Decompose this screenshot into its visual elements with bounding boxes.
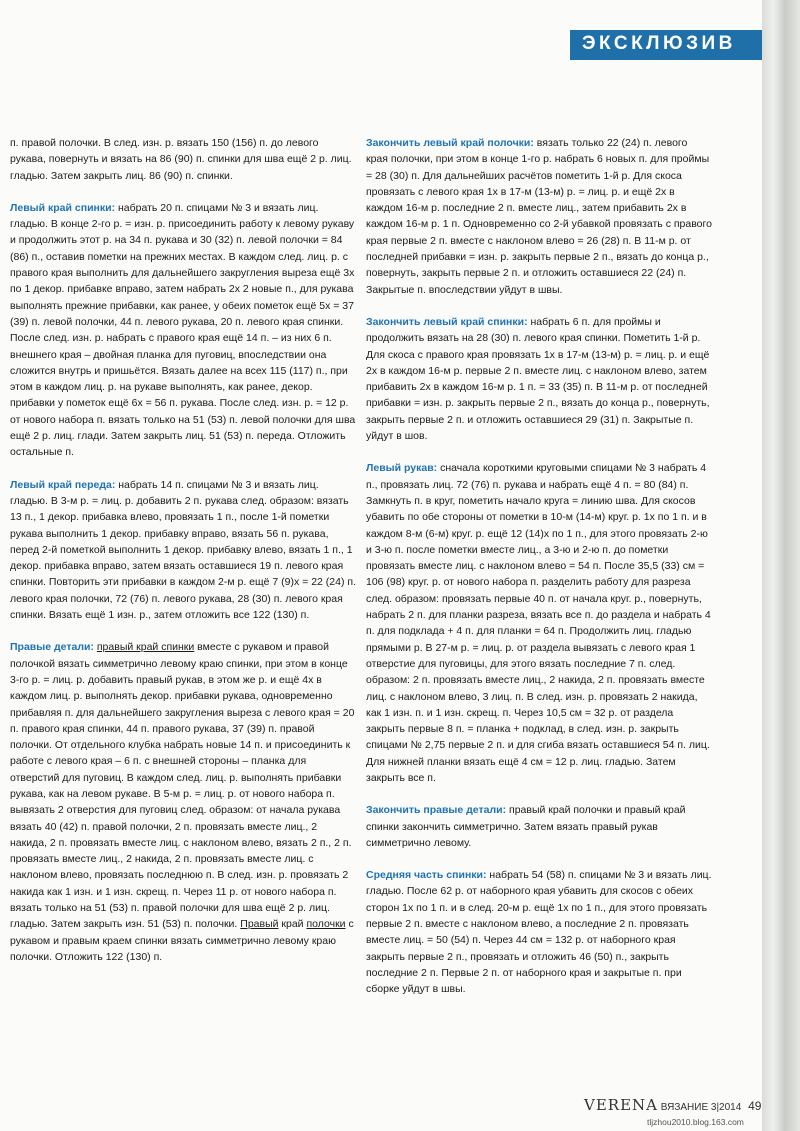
left-column xyxy=(10,135,356,981)
section-heading: Закончить левый край полочки: xyxy=(366,137,534,149)
page-footer xyxy=(584,1096,761,1114)
section-heading: Средняя часть спинки: xyxy=(366,869,487,882)
section-heading: Правые детали: xyxy=(10,641,94,654)
paragraph-finish-left-back: Закончить левый край спинки: набрать 6 п. для проймы и продолжить вязать на 28 (30) п. левого края спинки. Пометить 1-й р. Для скоса с правого края провязать 1х в 17-м (13-м) р. = лиц. р. и ещё 2х в каждом 16-м р. первые 2 п. вместе лиц. с наклоном влево, затем прибавить 2х в каждом 16-м р. 1 п. = 33 (35) п. В 11-м р. от последней прибавки = изн. р. закрыть первые 2 п., вязать до конца р., повернуть, закрыть первые 2 п. и отложить оставшиеся 29 (31) п. Закрытые п. уйдут в шов. xyxy=(366,315,710,443)
paragraph-left-back-edge: Левый край спинки: набрать 20 п. спицами № 3 и вязать лиц. гладью. В конце 2-го р. = изн. р. присоединить работу к левому рукаву и продолжить этот р. на 34 п. рукава и 30 (32) п. левой полочки = 84 (86) п., оставив пометки на прежних местах. В каждом след. лиц. р. с правого края выполнить для дальнейшего закругления выреза ещё 3х по 1 декор. прибавке вправо, затем набрать 2х 2 новые п., для рукава выполнять прежние прибавки, как ранее, у обеих пометок ещё 5х = 37 (39) п. левой полочки, 44 п. левого рукава, 20 п. левого края спинки. После след. изн. р. набрать с правого края ещё 14 п. – из них 6 п. внешнего края – двойная планка для пуговиц, впоследствии она сложится внутрь и пришьётся. Вязать далее на всех 115 (117) п., при этом в каждом лиц. р. на рукаве выполнять, как ранее, декор. прибавки у пометок ещё 6х = 56 п. рукава. После след. изн. р. = 12 р. от нового набора п. вязать только на 51 (53) п. левой полочки для шва ещё 2 р. лиц. глади. Затем закрыть лиц. 51 (53) п. переда. Отложить остальные п. xyxy=(10,201,356,459)
section-heading: Левый край переда: xyxy=(10,478,116,491)
section-heading: Левый рукав: xyxy=(366,462,438,475)
page-number: 49 xyxy=(748,1099,762,1113)
section-heading: Закончить левый край спинки: xyxy=(366,315,528,328)
section-heading: Закончить правые детали: xyxy=(366,804,507,817)
blog-credit: tljzhou2010.blog.163.com xyxy=(647,1117,744,1127)
paragraph-right-parts: Правые детали: правый край спинки вместе с рукавом и правой полочкой вязать симметрично левому краю спинки, при этом в конце 3-го р. = лиц. р. добавить правый рукав, в этом же р. и ещё 4х в каждом лиц. р. выполнять декор. прибавки рукава, одновременно прибавляя п. для дальнейшего закругления выреза с левого края = 20 п. правого края спинки, 44 п. правого рукава, 37 (39) п. правой полочки. От отдельного клубка набрать новые 14 п. и присоединить к работе с левого края – 6 п. с внешней стороны – планка для отверстий для пуговиц. В каждом след. лиц. р. выполнять прибавки рукава, как на левом рукаве. В 5-м р. = лиц. р. от нового набора п. вывязать 2 отверстия для пуговиц след. образом: от начала рукава вязать 40 (42) п. правой полочки, 2 п. провязать вместе лиц., 2 накида, 2 п. провязать вместе лиц. с наклоном влево, вязать 2 п., 2 п. провязать вместе лиц., 2 накида, 2 п. провязать вместе лиц. с наклоном влево, провязать последнюю п. В след. изн. р. провязать 2 накида как 1 изн. и 1 изн. скрещ. п. Через 11 р. от нового набора п. вязать только на 51 (53) п. правой полочки для шва ещё 2 р. лиц. гладью. Затем закрыть изн. 51 (53) п. полочки. Правый край полочки с рукавом и правым краем спинки вязать симметрично левому краю полочки. Отложить 122 (130) п. xyxy=(10,641,355,963)
page-edge xyxy=(762,0,800,1131)
right-column xyxy=(366,135,712,1014)
brand-logo: VERENA xyxy=(584,1096,658,1114)
underlined-text: полочки xyxy=(306,918,346,931)
paragraph: п. правой полочки. В след. изн. р. вязать 150 (156) п. до левого рукава, повернуть и вязать на 86 (90) п. спинки для шва ещё 2 р. лиц. гладью. Затем закрыть лиц. 86 (90) п. спинки. xyxy=(10,137,352,182)
paragraph-finish-right-parts: Закончить правые детали: правый край полочки и правый край спинки закончить симметрично. Затем вязать правый рукав симметрично левому. xyxy=(366,804,686,849)
underlined-text: Правый xyxy=(240,918,279,931)
paragraph-middle-back: Средняя часть спинки: набрать 54 (58) п. спицами № 3 и вязать лиц. гладью. После 62 р. от наборного края убавить для скосов с обеих сторон 1х по 1 п. и в след. 20-м р. ещё 1х по 1 п., для этого провязать первые 2 п. вместе с наклоном влево, а последние 2 п. провязать вместе лиц. = 50 (54) п. Через 44 см = 132 р. от наборного края закрыть первые 2 п., провязать и отложить 46 (50) п., закрыть последние 2 п. Первые 2 п. от наборного края и закрытые п. при сборке уйдут в швы. xyxy=(366,869,712,996)
section-header-title: ЭКСКЛЮЗИВ xyxy=(582,33,736,54)
issue-label: ВЯЗАНИЕ 3|2014 xyxy=(660,1102,742,1113)
underlined-text: правый край спинки xyxy=(96,641,195,654)
paragraph-left-sleeve: Левый рукав: сначала короткими круговыми спицами № 3 набрать 4 п., провязать лиц. 72 (76) п. рукава и набрать ещё 4 п. = 80 (84) п. Замкнуть п. в круг, пометить начало круга = линию шва. Для скосов убавить по обе стороны от пометки в 10-м (14-м) круг. р. 1х по 1 п. и в каждом 8-м (6-м) круг. р. ещё 12 (14)х по 1 п., для этого провязать 2-ю и 3-ю п. после пометки вместе лиц., а 3-ю и 2-ю п. до пометки провязать вместе лиц. с наклоном влево = 54 п. После 35,5 (33) см = 106 (98) круг. р. от нового набора п. разделить работу для разреза след. образом: провязать первые 40 п. от начала круг. р., повернуть, набрать 2 п. для планки разреза, вязать все п. до раздела и набрать 4 п. для подклада + 4 п. для планки = 64 п. Продолжить лиц. гладью прямыми р. В 27-м р. = лиц. р. от раздела вывязать с левого края 1 отверстие для пуговицы, для этого вязать последние 7 п. след. образом: 2 п. провязать вместе лиц., 2 накида, 2 п. провязать вместе лиц. с наклоном влево, 3 лиц. п. В след. изн. р. провязать 2 накида, как 1 изн. п. и 1 изн. скрещ. п. Через 10,5 см = 32 р. от раздела закрыть первые 8 п. = планка + подклад, в след. изн. р. закрыть спицами № 2,75 первые 2 п. и для сгиба вязать оставшиеся 54 п. лиц. Для нижней планки вязать ещё 4 см = 12 р. лиц. гладью. Затем закрыть все п. xyxy=(366,462,711,784)
section-heading: Левый край спинки: xyxy=(10,201,116,214)
paragraph-left-front-edge: Левый край переда: набрать 14 п. спицами № 3 и вязать лиц. гладью. В 3-м р. = лиц. р. добавить 2 п. рукава след. образом: вязать 13 п., 1 декор. прибавка влево, провязать 1 п., после 1-й пометки рукава выполнить 1 декор. прибавку вправо, вязать 56 п. рукава, перед 2-й пометкой выполнить 1 декор. прибавку влево, вязать 1 п., 1 декор. прибавка вправо, затем вязать оставшиеся 19 п. левого края спинки. Повторить эти прибавки в каждом 2-м р. ещё 7 (9)х = 22 (24) п. левого края полочки, 72 (76) п. левого рукава, 28 (30) п. левого края спинки. Вязать ещё 1 изн. р., затем отложить все 122 (130) п. xyxy=(10,478,356,622)
background-watermark xyxy=(20,60,41,116)
paragraph-finish-left-front: Закончить левый край полочки: вязать только 22 (24) п. левого края полочки, при этом в конце 1-го р. набрать 6 новых п. для проймы = 28 (30) п. Для дальнейших расчётов пометить 1-й р. Для скоса провязать с левого края 1х в 17-м (13-м) р. = лиц. р. и ещё 2х в каждом 16-м р. последние 2 п. вместе лиц., затем прибавить 2х в каждом 16-м р. 1 п. Одновременно со 2-й убавкой провязать с правого края первые 2 п. вместе с наклоном влево = 26 (28) п. В 11-м р. от последней прибавки = изн. р. закрыть первые 2 п., вязать до конца р., повернуть, закрыть первые 2 п. и отложить оставшиеся 22 (24) п. Закрытые п. впоследствии уйдут в швы. xyxy=(366,137,712,296)
